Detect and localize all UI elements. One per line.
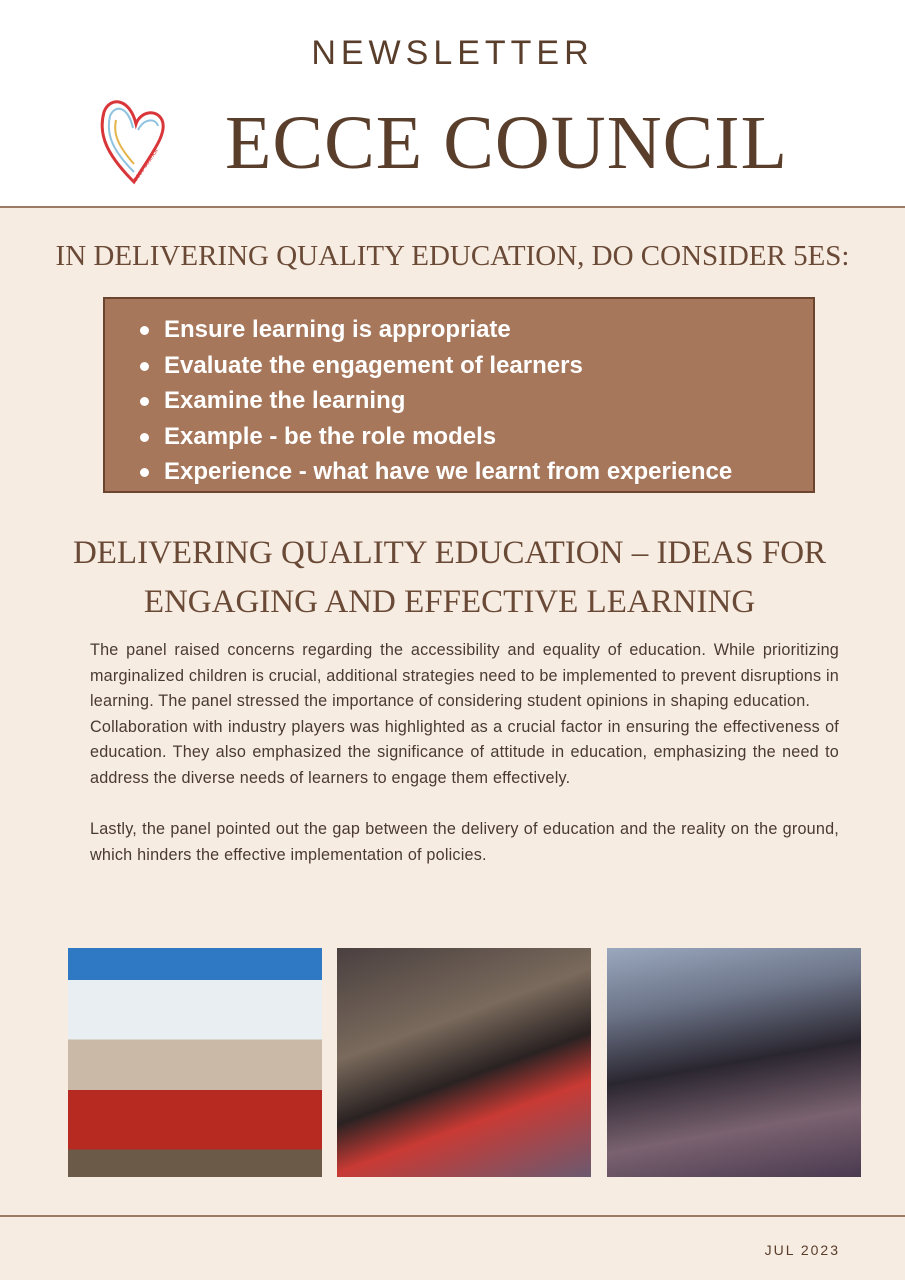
newsletter-label: NEWSLETTER [311,34,594,72]
header [0,0,905,208]
list-item: Experience - what have we learnt from experience [137,454,813,490]
section-heading-5es: IN DELIVERING QUALITY EDUCATION, DO CONSIDER 5ES: [55,240,850,272]
photo-panel-group [68,948,322,1177]
list-item: Example - be the role models [137,419,813,455]
heart-logo-icon [96,94,186,189]
paragraph: Lastly, the panel pointed out the gap between the delivery of education and the reality on the ground, which hinders the effective implementation of policies. [90,820,839,864]
paragraph: Collaboration with industry players was highlighted as a crucial factor in ensuring the effectiveness of education. They also emphasized the significance of attitude in education, emphasizing the need to address the diverse needs of learners to engage them effectively. [90,717,839,787]
list-item: Evaluate the engagement of learners [137,348,813,384]
five-es-box [103,297,815,493]
article-body [90,638,839,868]
list-item: Examine the learning [137,383,813,419]
logo-text: ecce council [131,147,160,184]
footer-divider [0,1215,905,1217]
list-item: Ensure learning is appropriate [137,312,813,348]
article-heading-line2: ENGAGING AND EFFECTIVE LEARNING [143,584,756,620]
article-heading-line1: DELIVERING QUALITY EDUCATION – IDEAS FOR [72,535,827,571]
paragraph: The panel raised concerns regarding the accessibility and equality of education. While prioritizing marginalized children is crucial, additional strategies need to be implemented to prevent disruptions in learning. The panel stressed the importance of considering student opinions in shaping education. [90,641,839,711]
brand-title: ECCE COUNCIL [225,101,788,185]
photo-group-ballroom [607,948,861,1177]
photo-panel-members [337,948,591,1177]
issue-date: JUL 2023 [764,1242,840,1258]
